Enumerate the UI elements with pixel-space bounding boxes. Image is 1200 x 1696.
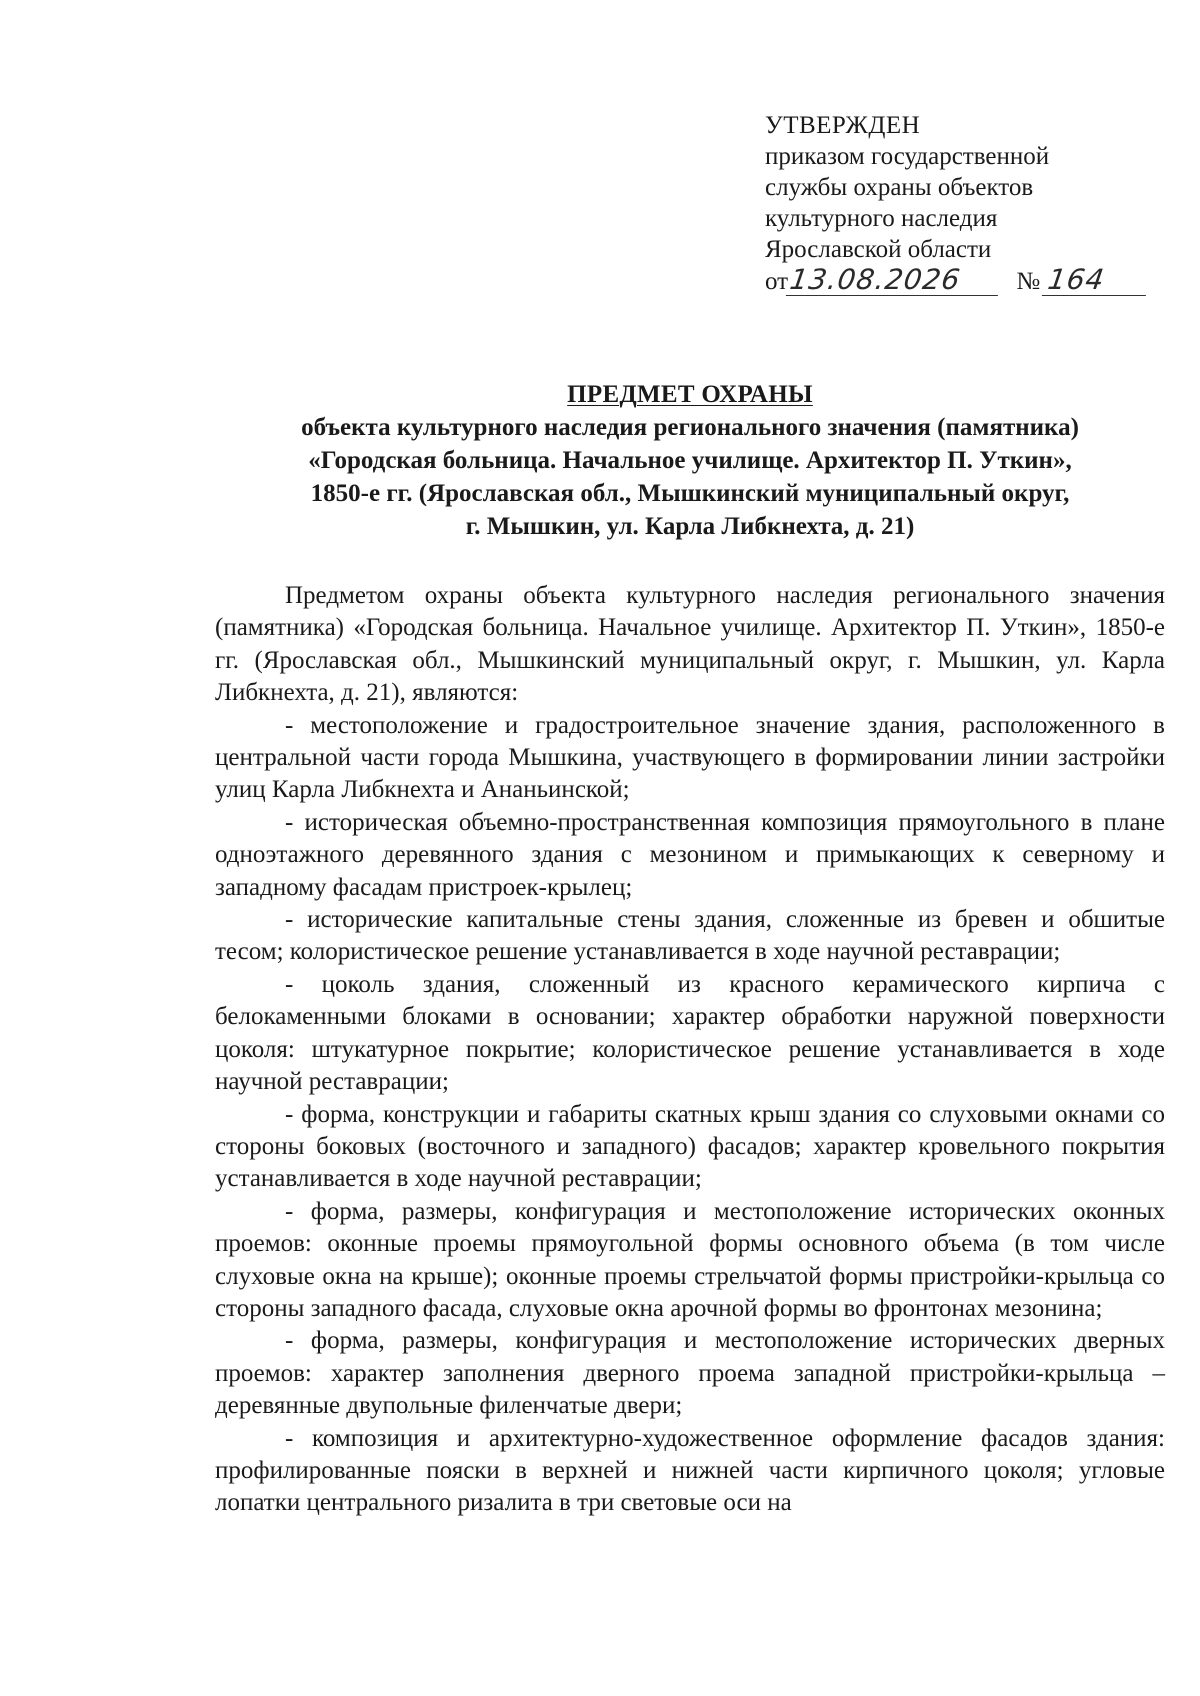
approval-line: приказом государственной [765,143,1050,170]
handwritten-date: 13.08.2026 [786,265,1002,296]
body-paragraph: - исторические капитальные стены здания, сложенные из бревен и обшитые тесом; колористическое решение устанавливается в ходе научной реставрации; [215,906,1165,966]
title-subline: г. Мышкин, ул. Карла Либкнехта, д. 21) [465,513,915,540]
approval-line: культурного наследия [765,205,998,232]
title-subline: 1850-е гг. (Ярославская обл., Мышкинский муниципальный округ, [310,480,1070,507]
body-paragraph: - композиция и архитектурно-художественное оформление фасадов здания: профилированные пояски в верхней и нижней части кирпичного цоколя; угловые лопатки центрального ризалита в три световые оси на [215,1424,1165,1517]
body-paragraph: - форма, размеры, конфигурация и местоположение исторических оконных проемов: оконные проемы прямоугольной формы основного объема (в том числе слуховые окна на крыше); оконные проемы стрельчатой формы пристройки-крыльца со стороны западного фасада, слуховые окна арочной формы во фронтонах мезонина; [215,1197,1165,1322]
document-body [215,580,1165,1520]
approval-stamp-block [765,110,1165,297]
approval-line: службы охраны объектов [765,174,1034,201]
body-paragraph: - цоколь здания, сложенный из красного керамического кирпича с белокаменными блоками в основании; характер обработки наружной поверхности цоколя: штукатурное покрытие; колористическое решение устанавливается в ходе научной реставрации; [215,970,1165,1096]
body-paragraph: - форма, размеры, конфигурация и местоположение исторических дверных проемов: характер заполнения дверного проема западной пристройки-крыльца – деревянные двупольные филенчатые двери; [215,1327,1165,1420]
approval-line: Ярославской области [765,236,992,263]
number-sign: № [1016,268,1041,295]
body-paragraph: - историческая объемно-пространственная композиция прямоугольного в плане одноэтажного деревянного здания с мезонином и примыкающих к северному и западному фасадам пристроек-крылец; [215,808,1165,901]
body-paragraph: - форма, конструкции и габариты скатных крыш здания со слуховыми окнами со стороны боковых (восточного и западного) фасадов; характер кровельного покрытия устанавливается в ходе научной реставрации; [215,1100,1165,1193]
title-subline: объекта культурного наследия регионального значения (памятника) [301,414,1079,441]
date-prefix: от [765,268,789,295]
document-title-block [215,378,1165,543]
approval-heading: УТВЕРЖДЕН [765,112,921,139]
body-paragraph: Предметом охраны объекта культурного наследия регионального значения (памятника) «Городская больница. Начальное училище. Архитектор П. Уткин», 1850-е гг. (Ярославская обл., Мышкинский муниципальный округ, г. Мышкин, ул. Карла Либкнехта, д. 21), являются: [215,582,1165,707]
body-paragraph: - местоположение и градостроительное значение здания, расположенного в центральной части города Мышкина, участвующего в формировании линии застройки улиц Карла Либкнехта и Ананьинской; [215,711,1165,804]
title-subline: «Городская больница. Начальное училище. Архитектор П. Уткин», [308,447,1072,474]
document-title: ПРЕДМЕТ ОХРАНЫ [567,381,813,408]
handwritten-number: 164 [1042,265,1150,296]
approval-date-row [765,265,1165,297]
